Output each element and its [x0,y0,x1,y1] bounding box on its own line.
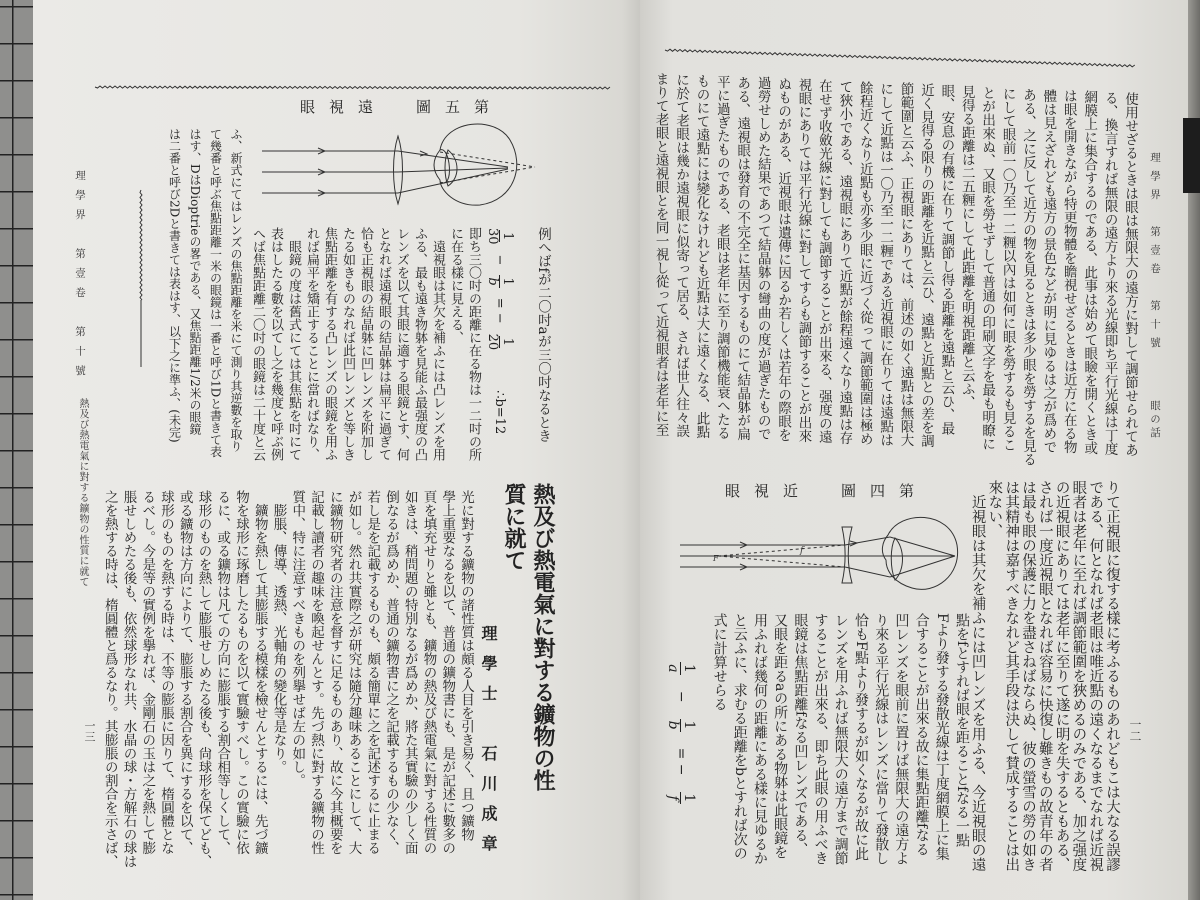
text-column: 使用せざるときは眼は無限大の遠方に對して調節せられてあ [1122,92,1138,457]
text-column: ある、之に反して近方の物を見るときは多少眼を勞するを見る [1019,87,1036,466]
text-column: は最も眼の保護に力を盡さねばならぬ、彼の螢雪の勞の如き [1020,480,1037,872]
text-column: となれば遠視眼の結晶躰は扁平に過ぎて [376,227,391,461]
text-column: 眼、安息の有機に在りて調節し得る距離を遠點と云ひ、最 [938,84,955,436]
text-column: 近視眼は其欠を補ふには凹レンズを用ふる、今近視眼の遠 [969,480,986,872]
text-column: れば扁平を矯正することに當ればなり、 [304,227,319,461]
text-column: の近視眼にありては老年に至りて遂に明を失するともある、 [1053,480,1070,872]
numerator: 1 [681,664,697,673]
figure-myopia-diagram [680,517,958,589]
text-column: て幾番と呼ぶ焦點距離一米の眼鏡は一番と呼び1Dと書きて表 [208,128,223,458]
text-column: りて正視眼に復する樣に考ふるものあれどもこは大なる誤謬 [1104,480,1120,872]
text-column: はす、DはDioptrieの畧である、又焦點距離1/2米の眼鏡 [188,128,202,435]
left-upper-first-column [533,227,553,472]
text-column: ぬものがある、近視眼は遺傳に因るか若しくは若年の際眼を [775,77,792,442]
denominator: f [665,795,682,801]
text-column: 過勞せしめた結果であつて結晶躰の彎曲の度が過ぎたもので [754,76,771,441]
figure-caption-myopia: 第四圖 近視眼 [725,482,929,500]
text-column: 來ない、 [986,480,1003,538]
denominator: 30 [485,228,501,245]
right-upper-text-block [650,72,1140,474]
text-column: 近く見得る限りの距離を近點と云ひ、遠點と近點との差を調 [917,83,934,448]
text-column: 倒なるが爲めか、普通の鑛物書に之を記載するもの少なく、 [383,490,399,855]
article-title [499,483,557,813]
text-column: 合することが出來る故に集點距離fなる [913,613,930,857]
text-column: 球形のものを熱して膨脹せしめたる後も、尙球形を保てども、 [195,490,212,868]
text-column: 焦點距離を有する凸レンズの眼鏡を用ふ [322,227,337,461]
top-rule-left [95,86,610,89]
operator: − [672,690,689,703]
formula-result: ∴b=12 [492,390,508,435]
numerator: 1 [500,232,515,241]
text-column: 網膜上に集合するのである、此事は始めて眼瞼を開くとき或 [1081,90,1098,455]
text-column: ふ、新式にてはレンズの焦點距離を米にて測り其逆數を取り [229,128,243,452]
text-column: 之を熱する時は、楕圓體と爲るなり。其膨脹の割合を示さば、 [101,490,118,868]
text-column: にして近點は一〇乃至一二糎である近視眼に在りては遠點は [877,81,894,447]
title-line: 質に就て [501,483,527,571]
text-column: 視眼にありては平行光線に對してすらも調節することが出來 [795,78,812,443]
text-column: 光に對する鑛物の諸性質は頗る人目を引き易く、且つ鑛物 [458,490,474,841]
text-column: レンズを以て其眼に適する眼鏡とす、何 [394,227,409,461]
text-column: に於て老眼は幾か遠視眼に似寄って居る、されば世人往々誤 [673,72,690,438]
numerator: 1 [681,793,697,803]
formula-example [486,228,514,434]
text-column: るべし。今是等の實例を擧れば、金剛石の玉は之を熱して膨 [139,490,156,855]
denominator: b [665,720,682,730]
text-column: 平に過ぎたものである、老眼は老年に至り調節機能衰へたる [713,74,730,440]
text-column: 眼者は老年に至れば調節範圍を狹めるのみである、加之强度 [1070,480,1087,872]
text-column: ある、遠視眼は發育の不完全に基因するものにて結晶躰が扁 [734,75,751,440]
text-column: にして眼前一〇乃至一二糎以內は如何に眼を勞するも見るこ [999,86,1016,452]
text-column: り來る平行光線はレンズに當りて發散し [873,613,890,865]
text-column: 鑛物を熱して其膨脹する模樣を檢せんとするには、先づ鑛 [251,490,268,855]
formula-concave-lens [666,662,696,804]
text-column: 恰もF點より發するが如くなるが故に此 [852,613,869,861]
text-column: とが出來ぬ、又眼を勞せずして普通の印刷文字を最も明瞭に [979,85,996,451]
running-header-left: 理學界 第壹卷 第十號 [74,170,86,385]
denominator: b [485,277,501,286]
page-number-left: 一三 [83,720,96,742]
text-column: へば焦點距離二〇吋の眼鏡は二十度と云 [250,227,265,461]
text-column: することが出來る、即ち此眼の用ふべき [812,613,829,865]
text-column: は其精神は嘉すべきなれど其手段は決して賛成することは出 [1003,480,1020,872]
text-column: 頁を填充せりと雖とも、鑛物の熱及び熱電氣に對する性質の [420,490,437,855]
text-column: る、換言すれば無限の遠方より來る光線即ち平行光線は丁度 [1101,91,1118,456]
text-column: は眼を開きながら特更物體を瞻視せざるときは近方に在る物 [1060,89,1077,454]
operator: = − [492,297,508,324]
page-number-right: 一二 [1128,718,1142,742]
figure-hyperopia-diagram [262,124,535,205]
operator: = − [672,747,689,776]
text-column: 眼鏡の度は舊式にては其焦點を吋にて [286,227,301,461]
text-column: が如し。然れ共實際之が研究は隨分趣味あることにして、大 [345,490,362,855]
focal-point-label: F [713,554,719,563]
operator: − [492,254,508,266]
numerator: 1 [500,337,515,347]
text-column: 膨脹、傳導、透熱、光軸角の變化等是なり。 [270,490,287,774]
text-column: 若し是を記載するものも、頗る簡單に之を記述するに止まる [364,490,381,855]
text-column: 餘程近くなり近點も亦多少眼に近づく從って調節範圍は極め [856,80,873,446]
text-column: 或る鑛物は方向によりて、膨脹する割合を異にするを以て、 [176,490,193,855]
text-column: 凹レンズを眼前に置けば無限大の遠方よ [893,613,910,865]
running-title-left: 熱及び熱電氣に對する鑛物の性質に就て [77,398,88,587]
article-body [100,490,475,880]
text-column: 質中、特に注意すべきものを列擧せば左の如し。 [289,490,306,787]
text-column: るに、或る鑛物は凡ての方向に膨脹する割合相等しくして、 [214,490,231,855]
text-column: 學上重要なるを以て、普通の鑛物書にも、是が記述に數多の [439,490,456,855]
focal-length-label: f [800,546,804,556]
text-column: 點をfとすれば眼を距ることfなる一點 [954,613,970,848]
text-column: Fより發する發散光線は丁度網膜上に集 [933,613,950,861]
text-column: されば一度近視眼となれば容易に快復し難きもの故青年の者 [1036,480,1053,872]
text-column: 球形のものを熱する時は、不等の膨脹に因りて、楕圓體とな [158,490,174,855]
text-column: ふる、最も遠き物躰を見能ふ最强度の凸 [412,227,427,461]
text-column: 即ち三〇吋の距離に在る物は一二吋の所 [466,227,481,461]
text-column: 又眼を距るaの所にある物躰は此眼鏡を [772,613,789,860]
convex-lens [394,136,403,204]
text-column: 在せず收斂光線に對しても調節することが出來る、强度の遠 [815,79,832,444]
text-column: 節範圍と云ふ、正視眼にありては、前述の如く遠點は無限大 [897,82,914,447]
title-line: 熱及び熱電氣に對する鑛物の性 [530,483,556,791]
right-lower-text-block [968,480,1120,890]
running-header-right: 理學界 第壹卷 第十號 [1149,152,1161,356]
text-column: である、何となれば老眼は唯近點の遠くなるまでなれば近視 [1087,480,1104,872]
text-column: 表はしたる數を以てし之を幾度と呼ぶ例 [268,227,283,461]
author-name: 理學士 石川成章 [479,625,498,865]
article-author [478,625,498,875]
figure-caption-hyperopia: 第五圖 遠視眼 [300,98,504,116]
denominator: 20 [485,333,501,351]
concave-lens [842,527,852,583]
text-column: たる如きものなれば此凹レンズと等しき [340,227,355,461]
text-column: ものにて遠點には變化なけれども近點は大に遠くなる、此點 [693,73,710,439]
text-column: と云ふに、求むる距離をbとすれば次の [731,613,748,860]
numerator: 1 [681,720,697,730]
text-column: 脹せしめたる後も、依然球形なれ共、水晶の球・方解石の球は [120,490,137,868]
text-column: て狹小である、遠視眼にありて近點が餘程遠くなり遠點は存 [836,79,853,445]
text-column: に在る樣に見える、 [448,227,463,344]
text-column: 式に計算せらる [711,613,728,711]
text-column: 見得る距離は二五糎にして此距離を明視距離と云ふ、 [958,85,975,409]
running-title-right: 眼の話 [1149,400,1161,441]
text-column: は二番と呼び2Dと書きては表はす、以下之に準ふ、(未完) [167,128,182,443]
text-column: 遠視眼は其欠を補ふには凸レンズを用 [430,227,445,461]
eyeball-outline [434,124,517,205]
text-column: に鑛物研究者の注意を督すに足るものあり、故に今其概要を [326,490,343,855]
text-column: 恰も正視眼の結晶躰に凹レンズを附加し [358,227,373,461]
numerator: 1 [500,277,515,286]
right-lower-text-block-2 [710,613,972,888]
text-column: まりて老眼と遠視眼とを同一視し從って近視眼者は老年に至 [652,72,669,437]
left-upper-text-block-2 [164,128,246,473]
text-column: 眼鏡は焦點距離fなる凹レンズである、 [792,613,809,857]
text-column: 用ふれば幾何の距離にある樣に見ゆるか [751,613,768,865]
left-upper-text-block [248,227,482,479]
text-column: 物を球形に琢磨したるものを以て實驗すべし。この實驗に依 [233,490,249,855]
text-column: 記載し讀者の趣味を喚起せんとす。先づ熱に對する鑛物の性 [308,490,324,855]
text-column: 例へばfが二〇吋aが三〇吋なるとき [535,227,551,443]
text-column: 如きは、稍問題の特別なるが爲めか、將た其實驗の少しく面 [401,490,418,855]
text-column: 體は見えざれども遠方の景色などが明に見ゆるは之が爲めで [1040,88,1057,453]
text-column: レンズを用ふれば無限大の遠方まで調節 [832,613,849,865]
header-divider-left [140,190,142,367]
denominator: a [665,664,682,673]
top-rule-right [665,49,1135,67]
